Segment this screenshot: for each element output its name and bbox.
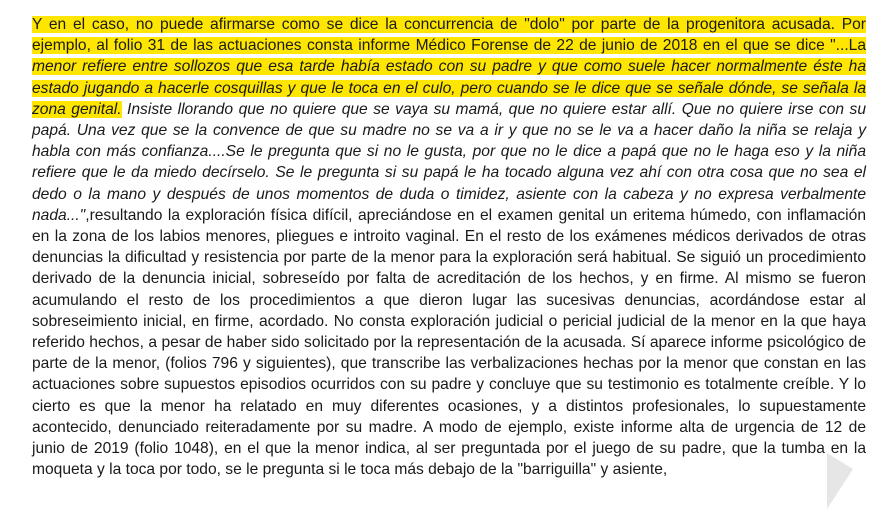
highlighted-text: Y en el caso, no puede afirmarse como se dice la concurrencia de "dolo" por parte de la progenitora acusada. Por ejemplo, al folio 31 de las actuaciones consta informe Médico Forense de 22 de junio de 2018 en el que se dice "...La bbox=[32, 16, 866, 55]
highlighted-italic-quote: menor refiere entre sollozos que esa tarde había estado con su padre y que como suele hacer normalmente éste ha estado jugando a hacerle cosquillas y que le toca en el culo, pero cuando se le dice que se señale dónde, se señala la zona genital. bbox=[32, 58, 866, 118]
body-text: ,resultando la exploración física difícil, apreciándose en el examen genital un eritema húmedo, con inflamación en la zona de los labios menores, pliegues e introito vaginal. En el resto de los exámenes médicos derivados de otras denuncias la dificultad y resistencia por parte de la menor para la exploración será habitual. Se siguió un procedimiento derivado de la denuncia inicial, sobreseído por falta de acreditación de los hechos, y en firme. Al mismo se fueron acumulando el resto de los procedimientos a que dieron lugar las sucesivas denuncias, acordándose estar al sobreseimiento inicial, en firme, acordado. No consta exploración judicial o pericial judicial de la menor en la que haya referido hechos, a pesar de haber sido solicitado por la representación de la acusada. Sí aparece informe psicológico de parte de la menor, (folios 796 y siguientes), que transcribe las verbalizaciones hechas por la menor que constan en las actuaciones sobre supuestos episodios ocurridos con su padre y concluye que su testimonio es totalmente creíble. Y lo cierto es que la menor ha relatado en muy diferentes ocasiones, y a distintos profesionales, lo supuestamente acontecido, denunciado reiteradamente por su madre. A modo de ejemplo, existe informe alta de urgencia de 12 de junio de 2019 (folio 1048), en el que la menor indica, al ser preguntada por el juego de su padre, que la tumba en la moqueta y la toca por todo, se le pregunta si le toca más debajo de la "barriguilla" y asiente, bbox=[32, 206, 866, 479]
document-body bbox=[32, 14, 866, 480]
italic-quote: Insiste llorando que no quiere que se vaya su mamá, que no quiere estar allí. Que no quiere irse con su papá. Una vez que se la convence de que su madre no se va a ir y que no se le va a hacer daño la niña se relaja y habla con más confianza....Se le pregunta que si no le gusta, por que no le dice a papá que no le haga eso y la niña refiere que le da miedo decírselo. Se le pregunta si su papá le ha tocado alguna vez ahí con otra cosa que no sea el dedo o la mano y después de unos momentos de duda o timidez, asiente con la cabeza y no expresa verbalmente nada..." bbox=[32, 100, 866, 224]
wedge-watermark-icon bbox=[823, 451, 857, 511]
